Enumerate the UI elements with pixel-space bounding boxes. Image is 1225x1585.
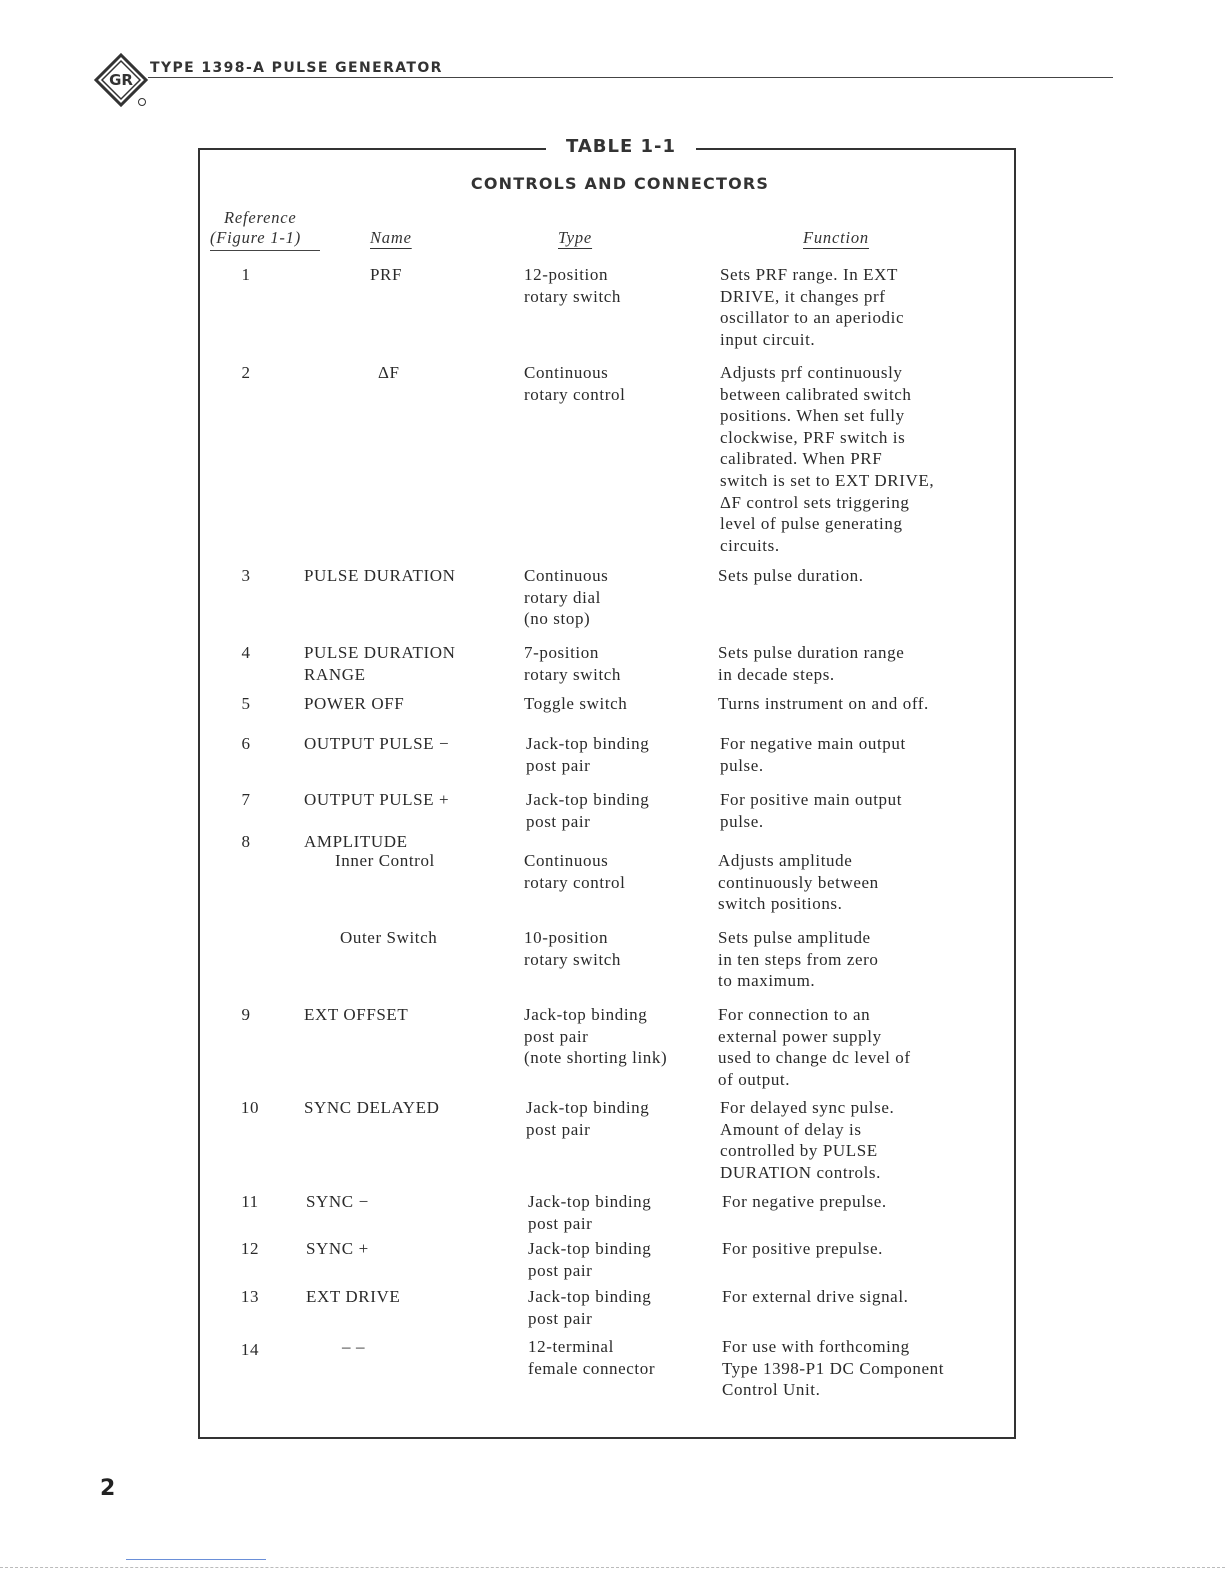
row-5-function: Turns instrument on and off. [718, 694, 929, 713]
row-8-outer-switch-name: Outer Switch [340, 928, 438, 947]
row-8-inner-control-name: Inner Control [335, 851, 435, 870]
row-8-outer-switch-type: 10-position rotary switch [524, 928, 622, 969]
document-header-title: TYPE 1398-A PULSE GENERATOR [150, 60, 443, 76]
row-4-function: Sets pulse duration range in decade steps. [718, 643, 905, 684]
page-number: 2 [100, 1476, 116, 1501]
row-13-function: For external drive signal. [722, 1287, 909, 1306]
row-10-name: SYNC DELAYED [304, 1098, 440, 1117]
table-frame-top-left [198, 148, 546, 150]
row-4-name: PULSE DURATION RANGE [304, 643, 456, 684]
row-2-function: Adjusts prf continuously between calibrated switch positions. When set fully clockwise, PRF switch is calibrated. When PRF switch is set to EXT DRIVE, ΔF control sets triggering level of pulse generating circuits. [720, 363, 935, 555]
row-9-function: For connection to an external power supply used to change dc level of of output. [718, 1005, 911, 1089]
column-header-type: Type [558, 228, 593, 247]
row-14-function: For use with forthcoming Type 1398-P1 DC Component Control Unit. [722, 1337, 945, 1400]
row-3-function: Sets pulse duration. [718, 566, 864, 585]
column-header-reference-underline [210, 250, 320, 251]
row-14-type: 12-terminal female connector [528, 1337, 656, 1378]
column-header-function: Function [803, 228, 869, 247]
row-2-name: ΔF [378, 363, 400, 382]
row-2-reference: 2 [241, 363, 251, 382]
column-header-reference: Reference [224, 208, 297, 227]
row-6-reference: 6 [241, 734, 251, 753]
row-8-inner-control-type: Continuous rotary control [524, 851, 626, 892]
row-12-function: For positive prepulse. [722, 1239, 883, 1258]
row-13-name: EXT DRIVE [306, 1287, 401, 1306]
table-frame-top-right [696, 148, 1016, 150]
row-1-function: Sets PRF range. In EXT DRIVE, it changes prf oscillator to an aperiodic input circuit. [720, 265, 905, 349]
row-12-type: Jack-top binding post pair [528, 1239, 652, 1280]
row-11-function: For negative prepulse. [722, 1192, 887, 1211]
row-5-name: POWER OFF [304, 694, 405, 713]
footer-divider [0, 1567, 1225, 1568]
row-14-reference: 14 [240, 1340, 260, 1359]
table-title: TABLE 1-1 [565, 136, 677, 157]
row-3-reference: 3 [241, 566, 251, 585]
row-6-function: For negative main output pulse. [720, 734, 906, 775]
row-14-name: – – [342, 1337, 366, 1356]
row-13-reference: 13 [240, 1287, 260, 1306]
row-9-type: Jack-top binding post pair (note shorting link) [524, 1005, 668, 1068]
row-7-reference: 7 [241, 790, 251, 809]
row-1-reference: 1 [241, 265, 251, 284]
row-2-type: Continuous rotary control [524, 363, 626, 404]
row-12-reference: 12 [240, 1239, 260, 1258]
row-11-name: SYNC − [306, 1192, 369, 1211]
row-5-type: Toggle switch [524, 694, 628, 713]
row-12-name: SYNC + [306, 1239, 369, 1258]
row-9-name: EXT OFFSET [304, 1005, 409, 1024]
row-11-reference: 11 [241, 1192, 259, 1211]
row-11-type: Jack-top binding post pair [528, 1192, 652, 1233]
row-1-type: 12-position rotary switch [524, 265, 622, 306]
row-7-type: Jack-top binding post pair [526, 790, 650, 831]
row-10-reference: 10 [240, 1098, 260, 1117]
row-8-inner-control-function: Adjusts amplitude continuously between switch positions. [718, 851, 879, 914]
header-rule [148, 77, 1113, 78]
row-3-name: PULSE DURATION [304, 566, 456, 585]
table-subtitle: CONTROLS AND CONNECTORS [470, 174, 770, 193]
footer-link-underline [126, 1559, 266, 1560]
row-1-name: PRF [370, 265, 403, 284]
row-8-reference: 8 [241, 832, 251, 851]
row-10-function: For delayed sync pulse. Amount of delay is controlled by PULSE DURATION controls. [720, 1098, 895, 1182]
row-10-type: Jack-top binding post pair [526, 1098, 650, 1139]
row-6-type: Jack-top binding post pair [526, 734, 650, 775]
row-8-name: AMPLITUDE [304, 832, 408, 851]
logo-text: GR [109, 71, 133, 89]
row-7-name: OUTPUT PULSE + [304, 790, 450, 809]
column-header-name: Name [370, 228, 412, 247]
row-4-type: 7-position rotary switch [524, 643, 622, 684]
row-9-reference: 9 [241, 1005, 251, 1024]
column-header-reference-figure: (Figure 1-1) [210, 228, 302, 247]
gr-logo-icon [93, 52, 149, 108]
row-3-type: Continuous rotary dial (no stop) [524, 566, 609, 629]
row-8-outer-switch-function: Sets pulse amplitude in ten steps from zero to maximum. [718, 928, 879, 991]
row-4-reference: 4 [241, 643, 251, 662]
row-6-name: OUTPUT PULSE − [304, 734, 450, 753]
row-13-type: Jack-top binding post pair [528, 1287, 652, 1328]
row-5-reference: 5 [241, 694, 251, 713]
row-7-function: For positive main output pulse. [720, 790, 903, 831]
